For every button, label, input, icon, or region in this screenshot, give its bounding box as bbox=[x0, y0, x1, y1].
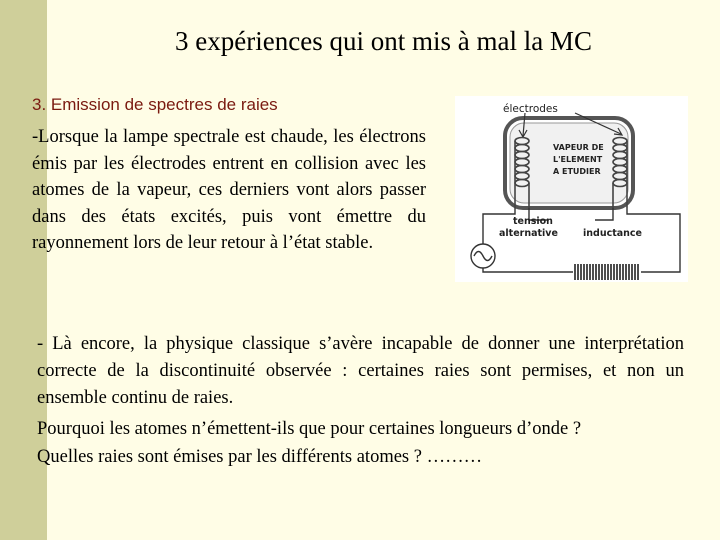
paragraph-classical-physics: - Là encore, la physique classique s’avère incapable de donner une interprétation correcte de la discontinuité observée : certaines raies sont permises, et non un ensemble continu de raies. bbox=[37, 334, 684, 408]
label-inductance: inductance bbox=[583, 228, 643, 239]
label-tension-line1: tension bbox=[513, 216, 553, 227]
label-tension-line2: alternative bbox=[499, 228, 558, 239]
label-electrodes: électrodes bbox=[503, 103, 558, 115]
spectral-lamp-diagram bbox=[455, 96, 688, 282]
inductance-coil bbox=[575, 264, 638, 280]
question-wavelengths: Pourquoi les atomes n’émettent-ils que pour certaines longueurs d’onde ? bbox=[37, 419, 582, 439]
questions-block bbox=[37, 415, 684, 471]
question-emitted-lines: Quelles raies sont émises par les différents atomes ? ……… bbox=[37, 447, 483, 467]
paragraph-lamp-description: -Lorsque la lampe spectrale est chaude, les électrons émis par les électrodes entrent en collision avec les atomes de la vapeur, ces derniers vont alors passer dans des états excités, puis vont émettre du rayonnement lors de leur retour à l’état stable. bbox=[32, 127, 426, 253]
label-vapor-line3: A ETUDIER bbox=[553, 167, 601, 176]
label-vapor-line1: VAPEUR DE bbox=[553, 143, 604, 152]
slide-title: 3 expériences qui ont mis à mal la MC bbox=[175, 26, 592, 56]
label-vapor-line2: L'ELEMENT bbox=[553, 155, 603, 164]
section-heading: 3. Emission de spectres de raies bbox=[32, 95, 278, 114]
